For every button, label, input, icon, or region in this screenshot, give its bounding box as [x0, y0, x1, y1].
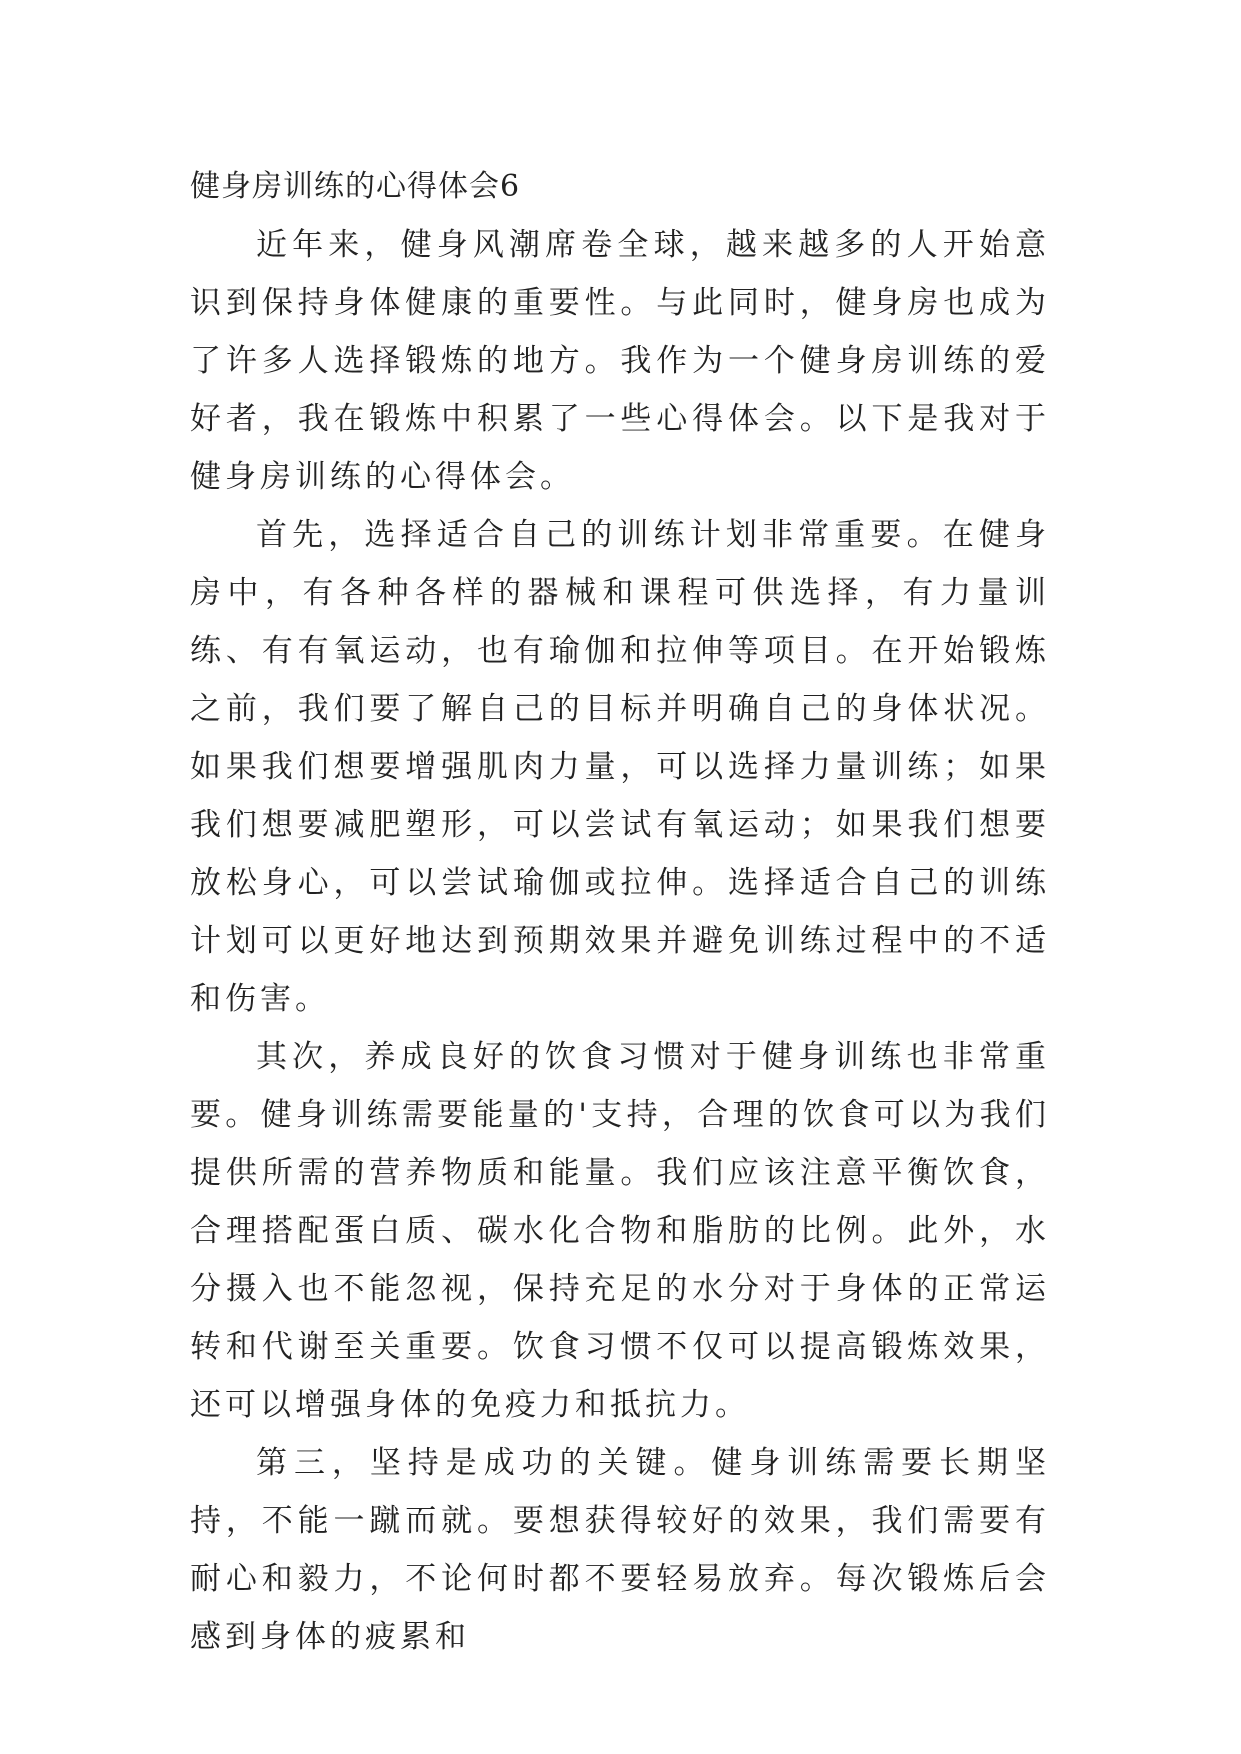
paragraph-training-plan: 首先，选择适合自己的训练计划非常重要。在健身房中，有各种各样的器械和课程可供选择，有力量训练、有有氧运动，也有瑜伽和拉伸等项目。在开始锻炼之前，我们要了解自己的目标并明确自己的身体状况。如果我们想要增强肌肉力量，可以选择力量训练；如果我们想要减肥塑形，可以尝试有氧运动；如果我们想要放松身心，可以尝试瑜伽或拉伸。选择适合自己的训练计划可以更好地达到预期效果并避免训练过程中的不适和伤害。 [190, 517, 1050, 1017]
paragraph-persistence: 第三，坚持是成功的关键。健身训练需要长期坚持，不能一蹴而就。要想获得较好的效果，我们需要有耐心和毅力，不论何时都不要轻易放弃。每次锻炼后会感到身体的疲累和 [190, 1445, 1050, 1655]
document-title: 健身房训练的心得体会6 [190, 169, 521, 204]
paragraph-intro: 近年来，健身风潮席卷全球，越来越多的人开始意识到保持身体健康的重要性。与此同时，健身房也成为了许多人选择锻炼的地方。我作为一个健身房训练的爱好者，我在锻炼中积累了一些心得体会。以下是我对于健身房训练的心得体会。 [190, 227, 1050, 495]
paragraph-diet: 其次，养成良好的饮食习惯对于健身训练也非常重要。健身训练需要能量的'支持，合理的饮食可以为我们提供所需的营养物质和能量。我们应该注意平衡饮食，合理搭配蛋白质、碳水化合物和脂肪的比例。此外，水分摄入也不能忽视，保持充足的水分对于身体的正常运转和代谢至关重要。饮食习惯不仅可以提高锻炼效果，还可以增强身体的免疫力和抵抗力。 [190, 1039, 1050, 1423]
document-body [190, 158, 1050, 1666]
